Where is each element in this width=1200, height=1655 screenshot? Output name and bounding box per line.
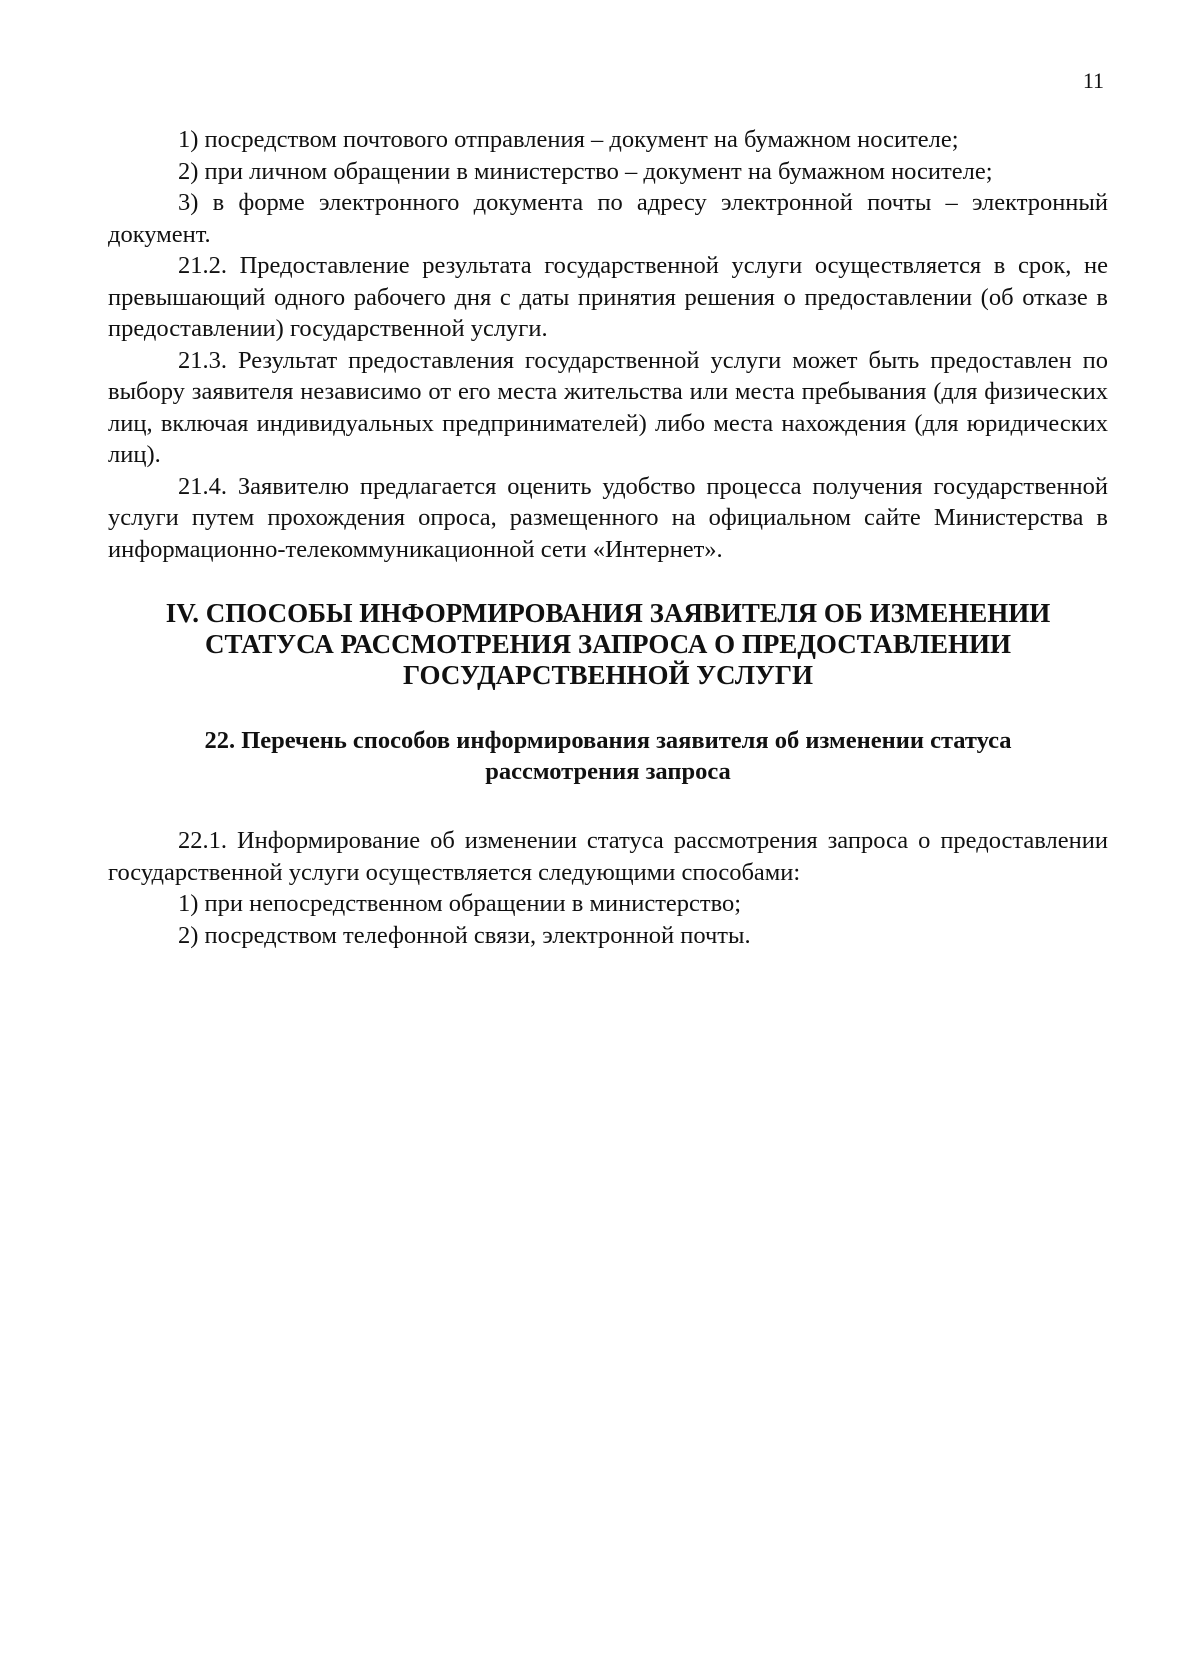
paragraph-electronic: 3) в форме электронного документа по адресу электронной почты – электронный документ. <box>108 189 1108 248</box>
body-text-top <box>108 124 1108 565</box>
paragraph-direct-contact: 1) при непосредственном обращении в министерство; <box>178 890 742 917</box>
section-heading-line-1: IV. СПОСОБЫ ИНФОРМИРОВАНИЯ ЗАЯВИТЕЛЯ ОБ ИЗМЕНЕНИИ <box>165 598 1051 628</box>
paragraph-in-person: 2) при личном обращении в министерство – документ на бумажном носителе; <box>178 157 993 185</box>
sub-heading-line-2: рассмотрения запроса <box>485 758 731 785</box>
sub-heading-line-1: 22. Перечень способов информирования заявителя об изменении статуса <box>204 727 1012 754</box>
section-heading-line-3: ГОСУДАРСТВЕННОЙ УСЛУГИ <box>403 660 813 690</box>
paragraph-postal: 1) посредством почтового отправления – документ на бумажном носителе; <box>178 126 959 153</box>
page-number: 11 <box>1082 68 1104 93</box>
paragraph-21-3: 21.3. Результат предоставления государственной услуги может быть предоставлен по выбору заявителя независимо от его места жительства или места пребывания (для физических лиц, включая индивидуальных предпринимателей) либо места нахождения (для юридических лиц). <box>108 346 1108 468</box>
section-heading-line-2: СТАТУСА РАССМОТРЕНИЯ ЗАПРОСА О ПРЕДОСТАВЛЕНИИ <box>204 629 1012 659</box>
sub-heading <box>108 725 1108 787</box>
body-text-bottom <box>108 825 1108 951</box>
paragraph-21-2: 21.2. Предоставление результата государственной услуги осуществляется в срок, не превышающий одного рабочего дня с даты принятия решения о предоставлении (об отказе в предоставлении) государственной услуги. <box>108 252 1108 342</box>
paragraph-phone-email: 2) посредством телефонной связи, электронной почты. <box>178 921 751 949</box>
paragraph-21-4: 21.4. Заявителю предлагается оценить удобство процесса получения государственной услуги путем прохождения опроса, размещенного на официальном сайте Министерства в информационно-телекоммуникационной сети «Интернет». <box>108 472 1108 563</box>
paragraph-22-1: 22.1. Информирование об изменении статуса рассмотрения запроса о предоставлении государственной услуги осуществляется следующими способами: <box>108 827 1108 886</box>
section-heading <box>108 598 1108 691</box>
